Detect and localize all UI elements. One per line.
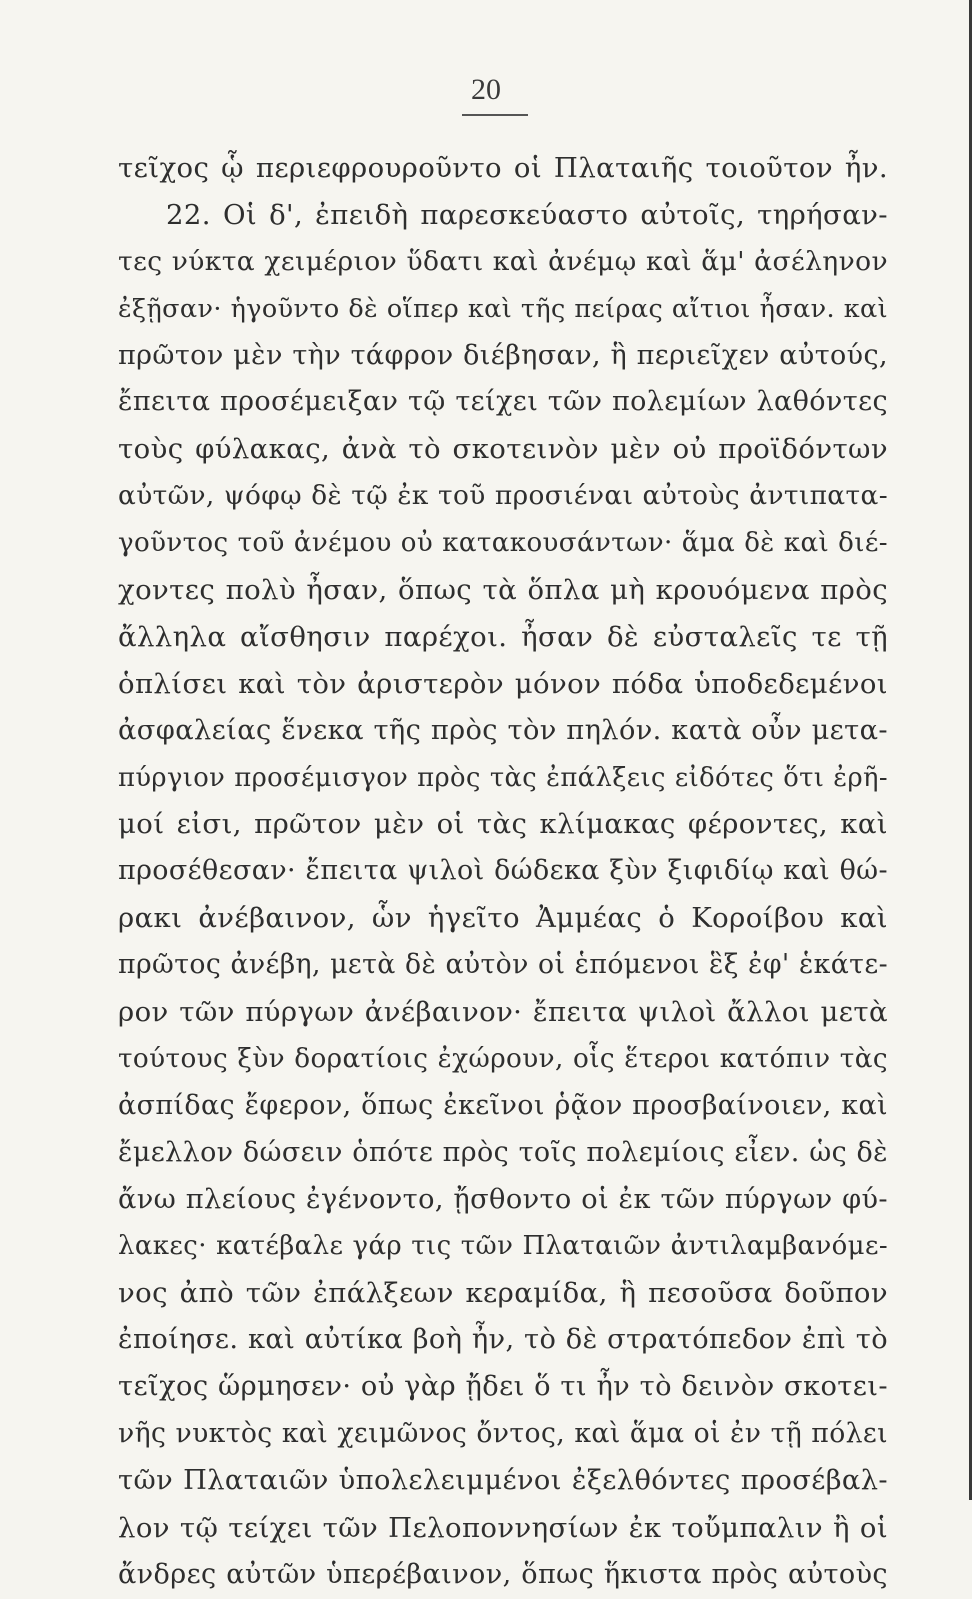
text-line: ἔπειτα προσέμειξαν τῷ τείχει τῶν πολεμίων λαθόντες: [118, 386, 888, 418]
text-line: τεῖχος ᾧ περιεφρουροῦντο οἱ Πλαταιῆς τοιοῦτον ἦν.: [118, 152, 888, 184]
text-line: τεῖχος ὥρμησεν· οὐ γὰρ ᾔδει ὅ τι ἦν τὸ δεινὸν σκοτει-: [118, 1371, 888, 1403]
text-line: ἀσπίδας ἔφερον, ὅπως ἐκεῖνοι ῥᾷον προσβαίνοιεν, καὶ: [118, 1089, 888, 1121]
page-number: 20: [471, 73, 501, 106]
text-line: λον τῷ τείχει τῶν Πελοποννησίων ἐκ τοὔμπαλιν ἢ οἱ: [118, 1511, 888, 1544]
text-line: λακες· κατέβαλε γάρ τις τῶν Πλαταιῶν ἀντιλαμβανόμε-: [118, 1231, 888, 1262]
text-line: πρῶτον μὲν τὴν τάφρον διέβησαν, ἣ περιεῖχεν αὐτούς,: [118, 339, 888, 371]
text-line: πύργιον προσέμισγον πρὸς τὰς ἐπάλξεις εἰδότες ὅτι ἐρῆ-: [118, 762, 888, 793]
text-line: 22. Οἱ δ', ἐπειδὴ παρεσκεύαστο αὐτοῖς, τηρήσαν-: [166, 198, 888, 231]
text-line: ἄλληλα αἴσθησιν παρέχοι. ἦσαν δὲ εὐσταλεῖς τε τῇ: [118, 620, 888, 653]
text-line: ἔμελλον δώσειν ὁπότε πρὸς τοῖς πολεμίοις εἶεν. ὡς δὲ: [118, 1136, 888, 1168]
text-line: τοὺς φύλακας, ἀνὰ τὸ σκοτεινὸν μὲν οὐ προϊδόντων: [118, 433, 888, 466]
text-line: τούτους ξὺν δορατίοις ἐχώρουν, οἷς ἕτεροι κατόπιν τὰς: [118, 1043, 888, 1074]
text-line: ἄνω πλείους ἐγένοντο, ᾔσθοντο οἱ ἐκ τῶν πύργων φύ-: [118, 1183, 888, 1215]
text-line: ἀσφαλείας ἕνεκα τῆς πρὸς τὸν πηλόν. κατὰ οὖν μετα-: [118, 714, 888, 746]
text-line: ἐποίησε. καὶ αὐτίκα βοὴ ἦν, τὸ δὲ στρατόπεδον ἐπὶ τὸ: [118, 1324, 888, 1356]
text-line: αὐτῶν, ψόφῳ δὲ τῷ ἐκ τοῦ προσιέναι αὐτοὺς ἀντιπατα-: [118, 481, 888, 512]
text-line: ὁπλίσει καὶ τὸν ἀριστερὸν μόνον πόδα ὑποδεδεμένοι: [118, 667, 888, 700]
page-number-rule: [462, 114, 528, 116]
text-line: νος ἀπὸ τῶν ἐπάλξεων κεραμίδα, ἣ πεσοῦσα δοῦπον: [118, 1277, 888, 1310]
text-line: πρῶτος ἀνέβη, μετὰ δὲ αὐτὸν οἱ ἑπόμενοι ἓξ ἐφ' ἑκάτε-: [118, 949, 888, 981]
text-line: ρακι ἀνέβαινον, ὧν ἡγεῖτο Ἀμμέας ὁ Κοροίβου καὶ: [118, 902, 888, 935]
text-line: νῆς νυκτὸς καὶ χειμῶνος ὄντος, καὶ ἅμα οἱ ἐν τῇ πόλει: [118, 1418, 888, 1450]
text-line: τῶν Πλαταιῶν ὑπολελειμμένοι ἐξελθόντες προσέβαλ-: [118, 1464, 888, 1496]
text-line: γοῦντος τοῦ ἀνέμου οὐ κατακουσάντων· ἅμα δὲ καὶ διέ-: [118, 528, 888, 559]
text-line: τες νύκτα χειμέριον ὕδατι καὶ ἀνέμῳ καὶ ἅμ' ἀσέληνον: [118, 245, 888, 277]
page-header: [0, 72, 972, 108]
text-line: ρον τῶν πύργων ἀνέβαινον· ἔπειτα ψιλοὶ ἄλλοι μετὰ: [118, 996, 888, 1029]
body-text: [118, 145, 888, 1599]
text-line: μοί εἰσι, πρῶτον μὲν οἱ τὰς κλίμακας φέροντες, καὶ: [118, 808, 888, 841]
text-line: χοντες πολὺ ἦσαν, ὅπως τὰ ὅπλα μὴ κρουόμενα πρὸς: [118, 574, 888, 607]
text-line: προσέθεσαν· ἔπειτα ψιλοὶ δώδεκα ξὺν ξιφιδίῳ καὶ θώ-: [118, 855, 888, 887]
text-line: ἄνδρες αὐτῶν ὑπερέβαινον, ὅπως ἥκιστα πρὸς αὐτοὺς: [118, 1558, 888, 1590]
text-line: ἐξῇσαν· ἡγοῦντο δὲ οἵπερ καὶ τῆς πείρας αἴτιοι ἦσαν. καὶ: [118, 293, 888, 324]
